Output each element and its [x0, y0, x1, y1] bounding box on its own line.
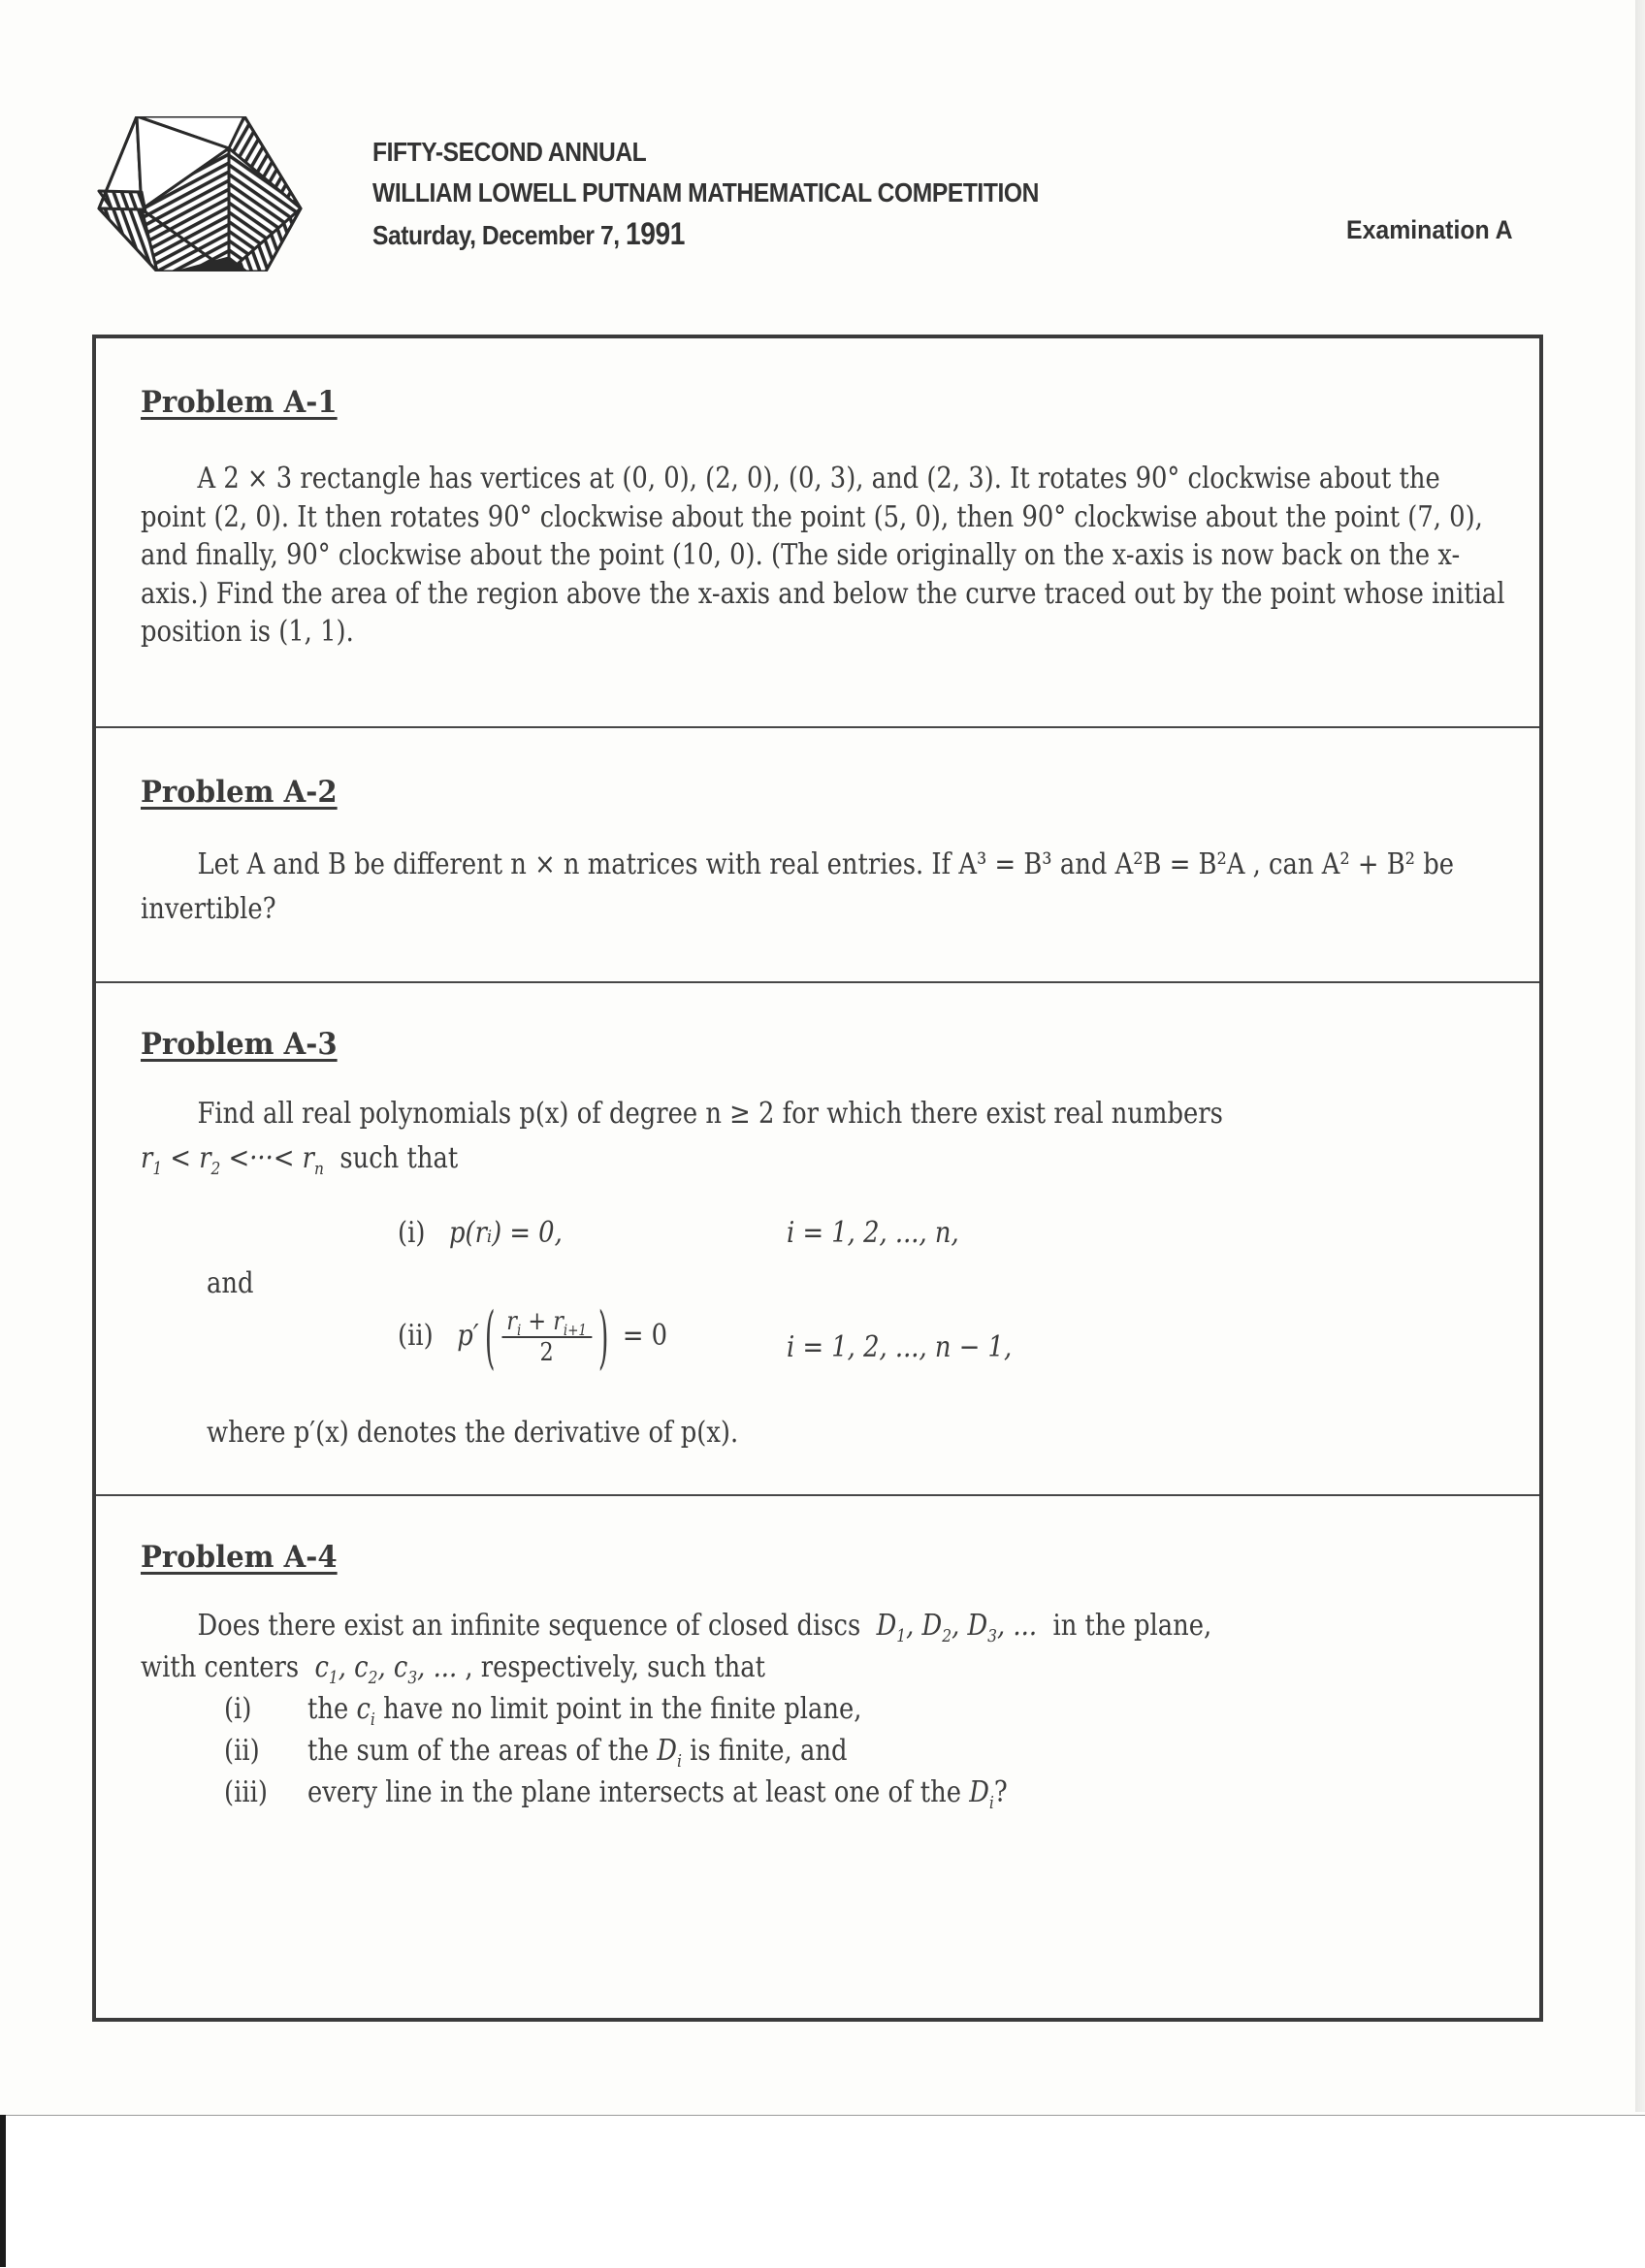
header-date-year: 1991: [626, 216, 685, 251]
header-date: [372, 213, 1039, 256]
problem-a3-intro-suffix: such that: [339, 1141, 459, 1175]
item-text: have no limit point in the finite plane,: [383, 1692, 862, 1726]
problem-a2-text: [141, 843, 1508, 932]
condition-ii: [398, 1297, 668, 1377]
conditions-list: [224, 1688, 1508, 1813]
condition-i: [398, 1216, 563, 1250]
condition-ii-label: (ii): [398, 1319, 434, 1353]
problem-a3-closing: where p′(x) denotes the derivative of p(x).: [207, 1416, 739, 1450]
condition-i-label: (i): [398, 1216, 426, 1250]
underlying-sheet: [0, 2115, 1645, 2268]
problem-a4-intro-1: Does there exist an infinite sequence of closed discs: [197, 1609, 861, 1643]
problem-a4-intro-2: in the plane,: [1052, 1609, 1212, 1643]
condition-ii-eq: = 0: [622, 1319, 668, 1353]
condition-i-expr: p(rᵢ) = 0,: [448, 1216, 563, 1250]
item-text: is finite, and: [690, 1734, 848, 1768]
problem-a4-text: [141, 1605, 1508, 1813]
and-label: and: [207, 1266, 254, 1300]
problems-box: [92, 335, 1543, 2022]
disc-symbol: $D_i$: [969, 1775, 994, 1813]
header-date-prefix: Saturday, December 7,: [372, 220, 627, 250]
disc-symbol: $D_i$: [657, 1734, 682, 1772]
midpoint-fraction: [501, 1307, 592, 1367]
problem-a1-body: A 2 × 3 rectangle has vertices at (0, 0), (2, 0), (0, 3), and (2, 3). It rotates 90° clockwise about the point (2, 0). It then rotates 90° clockwise about the point (5, 0), then 90° clockwise about the point (7, 0), and finally, 90° clockwise about the point (10, 0). (The side originally on the x-axis is now back on the x-axis.) Find the area of the region above the x-axis and below the curve traced out by the point whose initial position is (1, 1).: [141, 462, 1505, 649]
item-text: ?: [993, 1775, 1008, 1809]
list-item: [224, 1688, 1508, 1730]
item-marker: (iii): [224, 1775, 268, 1809]
item-marker: (ii): [224, 1734, 260, 1768]
problem-a4-line2-1: with centers: [141, 1650, 300, 1684]
problem-a3-intro-text: Find all real polynomials p(x) of degree n ≥ 2 for which there exist real numbers: [197, 1097, 1223, 1131]
problem-a3-section: [96, 981, 1539, 1495]
center-symbol: $c_i$: [356, 1692, 375, 1730]
roots-ordering: $r_1 < r_2$ <···< $r_n$: [141, 1141, 324, 1179]
problem-a2-body: Let A and B be different n × n matrices with real entries. If A³ = B³ and A²B = B²A , can A² + B² be invertible?: [141, 847, 1454, 926]
icosahedron-logo-icon: [81, 116, 305, 272]
condition-ii-range: i = 1, 2, ..., n − 1,: [787, 1330, 1013, 1364]
problem-a1-title: Problem A-1: [141, 385, 338, 420]
p-prime: p′: [457, 1319, 479, 1353]
problem-a2-title: Problem A-2: [141, 775, 338, 810]
exam-header: [372, 132, 1130, 256]
problem-a1-text: [141, 460, 1508, 652]
problem-a3-title: Problem A-3: [141, 1027, 338, 1062]
problem-a2-section: [96, 726, 1539, 982]
centers-sequence: $c_1$, $c_2$, $c_3$, ...: [314, 1650, 458, 1688]
problem-a3-intro: [141, 1092, 1508, 1181]
page-edge: [1635, 0, 1645, 2112]
problem-a4-line2-2: , respectively, such that: [465, 1650, 766, 1684]
item-text: the sum of the areas of the: [307, 1734, 650, 1768]
header-line-2: WILLIAM LOWELL PUTNAM MATHEMATICAL COMPETITION: [372, 177, 1039, 208]
right-paren: ): [597, 1297, 609, 1377]
exam-label: Examination A: [1346, 215, 1513, 244]
problem-a1-section: [96, 338, 1539, 730]
header-line-1: FIFTY-SECOND ANNUAL: [372, 137, 647, 167]
discs-sequence: $D_1$, $D_2$, $D_3$, ...: [876, 1609, 1038, 1646]
fraction-denominator: 2: [539, 1338, 554, 1367]
problem-a4-title: Problem A-4: [141, 1540, 338, 1575]
item-text: the: [307, 1692, 349, 1726]
item-marker: (i): [224, 1692, 252, 1726]
list-item: [224, 1730, 1508, 1772]
item-text: every line in the plane intersects at least one of the: [307, 1775, 961, 1809]
condition-i-range: i = 1, 2, ..., n,: [787, 1216, 959, 1250]
left-paren: (: [485, 1297, 496, 1377]
list-item: [224, 1772, 1508, 1813]
fraction-numerator: $r_i + r_{i+1}$: [501, 1307, 592, 1338]
underlying-sheet-edge: [0, 2115, 6, 2267]
problem-a4-section: [96, 1494, 1539, 2018]
